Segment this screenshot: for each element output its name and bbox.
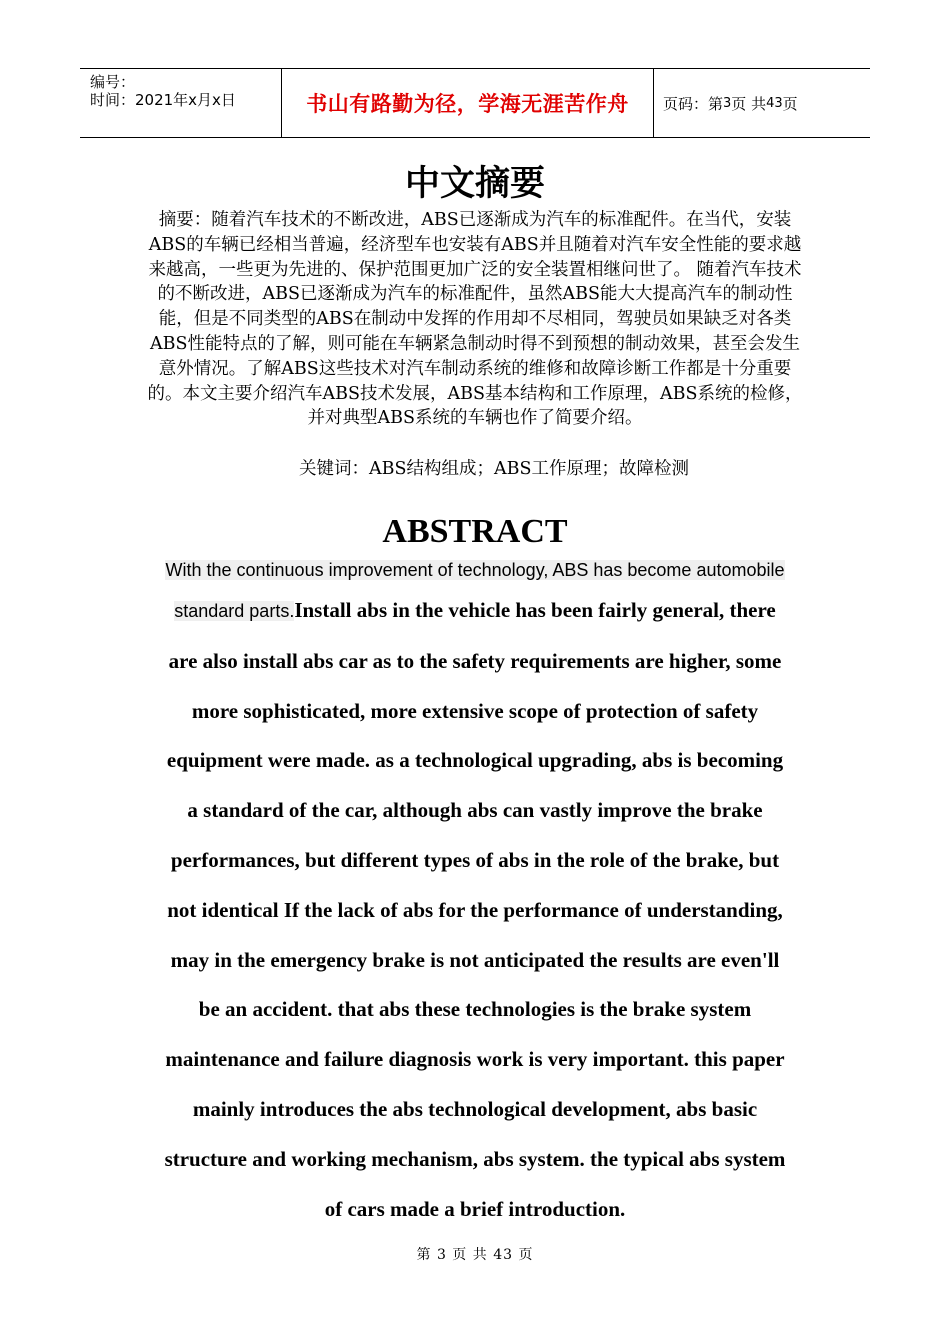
abstract-line	[140, 555, 810, 584]
chinese-abstract: 摘要：随着汽车技术的不断改进，ABS已逐渐成为汽车的标准配件。在当代，安装ABS的车辆已经相当普遍，经济型车也安装有ABS并且随着对汽车安全性能的要求越来越高，一些更为先进的、保护范围更加广泛的安全装置相继问世了。 随着汽车技术的不断改进，ABS已逐渐成为汽车的标准配件，虽然ABS能大大提高汽车的制动性能，但是不同类型的ABS在制动中发挥的作用却不尽相同，驾驶员如果缺乏对各类ABS性能特点的了解，则可能在车辆紧急制动时得不到预想的制动效果，甚至会发生意外情况。了解ABS这些技术对汽车制动系统的维修和故障诊断工作都是十分重要的。本文主要介绍汽车ABS技术发展，ABS基本结构和工作原理，ABS系统的检修，并对典型ABS系统的车辆也作了简要介绍。	[147, 210, 803, 429]
number-label: 编号：	[90, 73, 136, 91]
abstract-line: are also install abs car as to the safety requirements are higher, some	[168, 648, 782, 673]
abstract-line: may in the emergency brake is not anticipated the results are even'll	[170, 947, 780, 972]
abstract-line: equipment were made. as a technological upgrading, abs is becoming	[166, 748, 784, 773]
english-title: ABSTRACT	[382, 513, 568, 550]
chinese-title: 中文摘要	[404, 164, 545, 204]
page-prefix: 页码：第	[663, 94, 724, 113]
abstract-line: structure and working mechanism, abs system. the typical abs system	[164, 1146, 786, 1171]
abstract-text: Install abs in the vehicle has been fairly general, there	[294, 598, 776, 622]
page-footer: 第 3 页 共 43 页	[416, 1247, 534, 1263]
abstract-line	[140, 586, 810, 637]
chinese-keywords: 关键词：ABS结构组成；ABS工作原理；故障检测	[299, 459, 689, 479]
abstract-line: maintenance and failure diagnosis work is very important. this paper	[165, 1047, 785, 1072]
highlighted-text: standard parts.	[174, 601, 295, 621]
abstract-line: of cars made a brief introduction.	[324, 1196, 626, 1221]
english-abstract	[140, 555, 810, 1234]
time-label: 时间：2021年x月x日	[90, 91, 236, 109]
header-page-info	[654, 69, 870, 137]
abstract-line: more sophisticated, more extensive scope of protection of safety	[191, 698, 759, 723]
header-meta	[80, 69, 282, 137]
abstract-line: mainly introduces the abs technological development, abs basic	[192, 1096, 758, 1121]
abstract-line: a standard of the car, although abs can vastly improve the brake	[187, 798, 763, 823]
abstract-line: be an accident. that abs these technologies is the brake system	[198, 997, 752, 1022]
page-current: 3	[723, 95, 732, 111]
page-header	[80, 68, 870, 138]
abstract-line: not identical If the lack of abs for the performance of understanding,	[167, 897, 783, 922]
page-total: 43	[766, 95, 783, 111]
page-mid: 页 共	[731, 94, 767, 113]
highlighted-text: With the continuous improvement of technology, ABS has become automobile	[165, 560, 785, 580]
page-suffix: 页	[782, 94, 798, 113]
header-motto: 书山有路勤为径，学海无涯苦作舟	[282, 69, 654, 137]
abstract-line: performances, but different types of abs in the role of the brake, but	[170, 847, 780, 872]
